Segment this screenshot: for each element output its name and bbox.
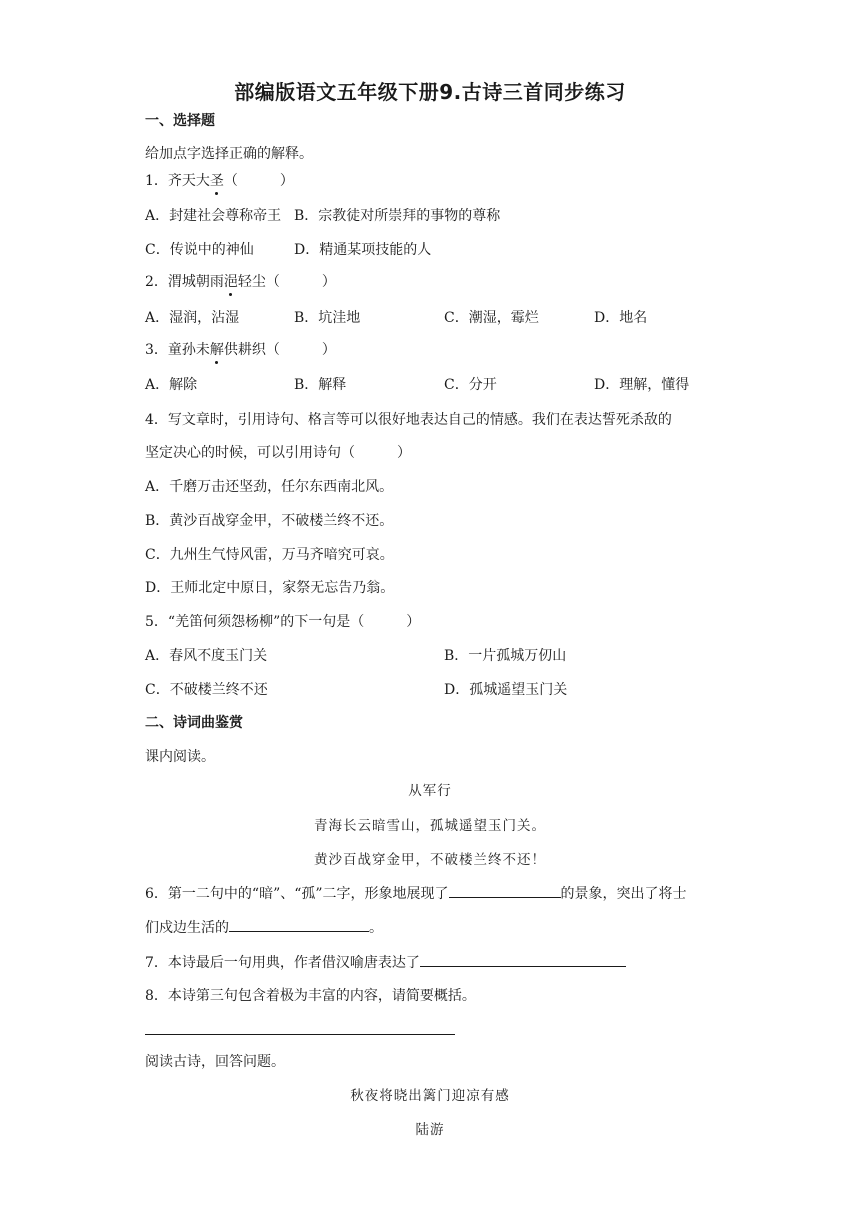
question-text-after: 供耕织（ ）: [223, 342, 336, 358]
question-number: 1．: [145, 173, 168, 189]
answer-paren: （ ）: [223, 173, 294, 189]
dotted-character: 解: [209, 342, 224, 358]
answer-blank[interactable]: [420, 952, 626, 967]
q4-option-d: D．王师北定中原日，家祭无忘告乃翁。: [145, 580, 395, 596]
question-number: 3．: [145, 342, 168, 358]
poem-title: 秋夜将晓出篱门迎凉有感: [350, 1088, 510, 1104]
poem-title: 从军行: [408, 783, 452, 799]
answer-line[interactable]: [145, 1034, 455, 1035]
q5-option-b: B．一片孤城万仞山: [444, 648, 567, 664]
question-text: 的景象，突出了将士: [560, 886, 687, 902]
poem-author: 陆游: [415, 1122, 445, 1138]
q1-option-c: C．传说中的神仙: [145, 242, 254, 258]
question-5-stem: 5．“羌笛何须怨杨柳”的下一句是（ ）: [145, 614, 421, 630]
question-text-after: 轻尘（ ）: [237, 274, 336, 290]
q3-option-c: C．分开: [444, 377, 497, 393]
q2-option-b: B．坑洼地: [294, 310, 361, 326]
answer-blank[interactable]: [449, 883, 561, 898]
q2-option-d: D．地名: [594, 310, 648, 326]
question-text: 渭城朝雨: [167, 274, 224, 290]
section-intro: 给加点字选择正确的解释。: [145, 146, 313, 162]
section-heading-choice: 一、选择题: [145, 113, 215, 129]
question-text: 6．第一二句中的“暗”、“孤”二字，形象地展现了: [145, 886, 449, 902]
question-8-stem: 8．本诗第三句包含着极为丰富的内容，请简要概括。: [145, 988, 476, 1004]
question-1-stem: [145, 171, 294, 191]
q3-option-d: D．理解，懂得: [594, 377, 690, 393]
q4-option-c: C．九州生气恃风雷，万马齐喑究可哀。: [145, 547, 394, 563]
answer-blank[interactable]: [229, 917, 369, 932]
q1-option-d: D．精通某项技能的人: [294, 242, 432, 258]
q1-option-b: B．宗教徒对所崇拜的事物的尊称: [294, 208, 501, 224]
q4-option-a: A．千磨万击还坚劲，任尔东西南北风。: [145, 479, 394, 495]
q2-option-a: A．湿润，沾湿: [145, 310, 240, 326]
question-6-line2: [145, 917, 383, 938]
question-4-stem-line2: 坚定决心的时候，可以引用诗句（ ）: [145, 445, 411, 461]
reading-intro: 阅读古诗，回答问题。: [145, 1054, 285, 1070]
question-2-stem: [145, 272, 336, 292]
question-text: 。: [369, 920, 383, 936]
dotted-character: 浥: [223, 274, 238, 290]
q5-option-c: C．不破楼兰终不还: [145, 682, 268, 698]
q3-option-a: A．解除: [145, 377, 198, 393]
question-text: 童孙未: [167, 342, 210, 358]
page-title: 部编版语文五年级下册9.古诗三首同步练习: [234, 80, 626, 104]
q2-option-c: C．潮湿，霉烂: [444, 310, 539, 326]
question-number: 2．: [145, 274, 168, 290]
q1-option-a: A．封建社会尊称帝王: [145, 208, 282, 224]
q3-option-b: B．解释: [294, 377, 347, 393]
q5-option-d: D．孤城遥望玉门关: [444, 682, 568, 698]
question-6-line1: [145, 883, 687, 904]
q5-option-a: A．春风不度玉门关: [145, 648, 268, 664]
question-text: 7．本诗最后一句用典，作者借汉喻唐表达了: [145, 955, 420, 971]
poem-line: 黄沙百战穿金甲，不破楼兰终不还！: [314, 852, 546, 868]
q4-option-b: B．黄沙百战穿金甲，不破楼兰终不还。: [145, 513, 394, 529]
poem-line: 青海长云暗雪山，孤城遥望玉门关。: [314, 818, 546, 834]
question-text: 齐天大: [167, 173, 210, 189]
question-7: [145, 952, 626, 973]
question-3-stem: [145, 340, 336, 360]
section-intro: 课内阅读。: [145, 749, 215, 765]
question-text: 们戍边生活的: [145, 920, 229, 936]
dotted-character: 圣: [209, 173, 224, 189]
section-heading-poetry: 二、诗词曲鉴赏: [145, 715, 243, 731]
question-4-stem-line1: 4．写文章时，引用诗句、格言等可以很好地表达自己的情感。我们在表达誓死杀敌的: [145, 412, 672, 428]
